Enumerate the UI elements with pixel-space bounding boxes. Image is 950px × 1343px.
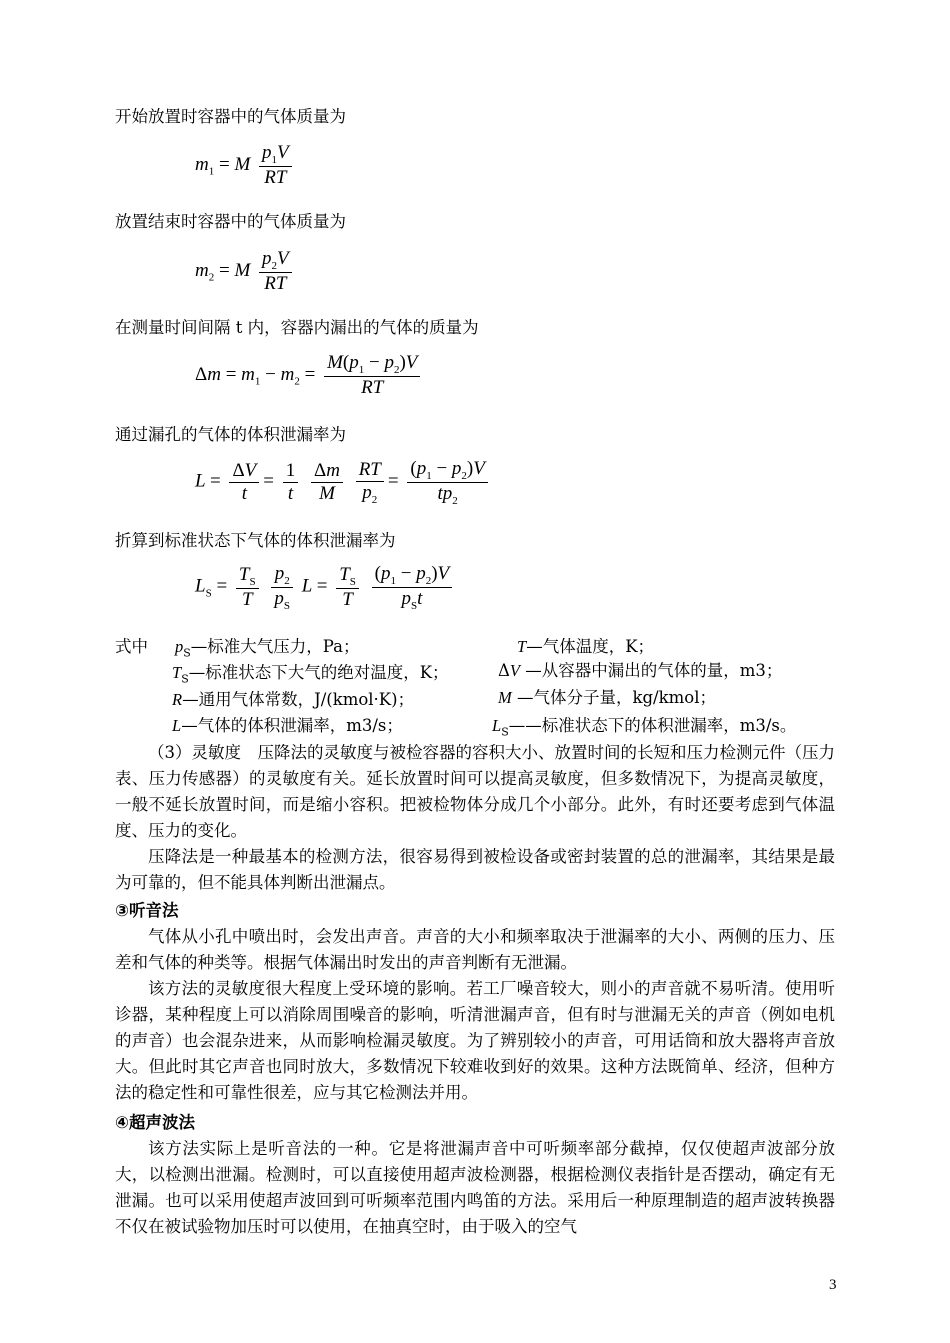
- paragraph-listening-2: 该方法的灵敏度很大程度上受环境的影响。若工厂噪音较大，则小的声音就不易听清。使用听诊器，某种程度上可以消除周围噪音的影响，听清泄漏声音，但有时与泄漏无关的声音（例如电机的声音）也会混杂进来，从而影响检漏灵敏度。为了辨别较小的声音，可用话筒和放大器将声音放大。但此时其它声音也同时放大，多数情况下较难收到好的效果。这种方法既简单、经济，但种方法的稳定性和可靠性很差，应与其它检测法并用。: [115, 979, 835, 1102]
- symbol-Ts-desc: —标准状态下大气的绝对温度，K；: [188, 663, 449, 682]
- intro-m2: 放置结束时容器中的气体质量为: [115, 212, 346, 231]
- symbol-dV-desc: —从容器中漏出的气体的量，m3；: [525, 661, 783, 680]
- paragraph-sensitivity: （3）灵敏度 压降法的灵敏度与被检容器的容积大小、放置时间的长短和压力检测元件（压力表、压力传感器）的灵敏度有关。延长放置时间可以提高灵敏度，但多数情况下，为提高灵敏度，一般不延长放置时间，而是缩小容积。把被检物体分成几个小部分。此外，有时还要考虑到气体温度、压力的变化。: [115, 743, 835, 840]
- heading-listening: ③听音法: [115, 901, 179, 920]
- heading-ultrasonic: ④超声波法: [115, 1113, 195, 1132]
- intro-Ls: 折算到标准状态下气体的体积泄漏率为: [115, 531, 396, 550]
- symbol-R: R—通用气体常数，J/(kmol·K)；: [172, 690, 415, 709]
- formula-m1: $m_1 = M$ $\frac{p_1V}{RT}$: [195, 142, 296, 189]
- symbol-M: M —气体分子量，kg/kmol；: [498, 688, 716, 707]
- formula-L: L = $\frac{\Delta V}{t}$ = $\frac{1}{t}$ $\frac{\Delta m}{M}$ $\frac{RT}{p_2}$ = $\frac{(p_1 - p_2)V}{tp_2}$: [195, 458, 492, 507]
- formula-delta-m: $\Delta m = m_1 - m_2$ = $\frac{M(p_1 - p_2)V}{RT}$: [195, 352, 424, 399]
- symbol-ps: $p_S—$标准大气压力，Pa；: [175, 637, 360, 660]
- intro-m1: 开始放置时容器中的气体质量为: [115, 107, 346, 126]
- intro-L: 通过漏孔的气体的体积泄漏率为: [115, 425, 346, 444]
- symbol-L-desc: —气体的体积泄漏率，m3/s；: [181, 716, 403, 735]
- formula-m2: $m_2 = M$ $\frac{p_2V}{RT}$: [195, 248, 296, 295]
- symbol-T: T—气体温度，K；: [517, 637, 655, 656]
- symbol-M-desc: —气体分子量，kg/kmol；: [517, 688, 716, 707]
- symbol-R-desc: —通用气体常数，J/(kmol·K)；: [182, 690, 415, 709]
- symbol-L: L—气体的体积泄漏率，m3/s；: [172, 716, 403, 735]
- paragraph-ultrasonic: 该方法实际上是听音法的一种。它是将泄漏声音中可听频率部分截掉，仅仅使超声波部分放大，以检测出泄漏。检测时，可以直接使用超声波检测器，根据检测仪表指针是否摆动，确定有无泄漏。也可以采用使超声波回到可听频率范围内鸣笛的方法。采用后一种原理制造的超声波转换器不仅在被试验物加压时可以使用，在抽真空时，由于吸入的空气: [115, 1139, 835, 1236]
- page-number: 3: [829, 1277, 837, 1293]
- symbol-Ls-desc: ——标准状态下的体积泄漏率，m3/s。: [508, 716, 797, 735]
- where-label: 式中: [115, 637, 148, 656]
- formula-Ls: $L_S$ = $\frac{T_S}{T}$ $\frac{p_2}{p_S}$ L = $\frac{T_S}{T}$ $\frac{(p_1 - p_2)V}{p_St}$: [195, 563, 456, 612]
- symbol-T-desc: —气体温度，K；: [526, 637, 655, 656]
- symbol-dV: ΔV —从容器中漏出的气体的量，m3；: [498, 661, 783, 680]
- intro-dm: 在测量时间间隔 t 内，容器内漏出的气体的质量为: [115, 318, 479, 337]
- paragraph-pressure-drop: 压降法是一种最基本的检测方法，很容易得到被检设备或密封装置的总的泄漏率，其结果是最为可靠的，但不能具体判断出泄漏点。: [115, 847, 835, 892]
- symbol-Ts: $T_S—$标准状态下大气的绝对温度，K；: [172, 663, 449, 686]
- paragraph-listening-1: 气体从小孔中喷出时，会发出声音。声音的大小和频率取决于泄漏率的大小、两侧的压力、压差和气体的种类等。根据气体漏出时发出的声音判断有无泄漏。: [115, 927, 835, 972]
- symbol-ps-desc: —标准大气压力，Pa；: [190, 637, 360, 656]
- symbol-Ls: $L_S——$标准状态下的体积泄漏率，m3/s。: [492, 716, 797, 739]
